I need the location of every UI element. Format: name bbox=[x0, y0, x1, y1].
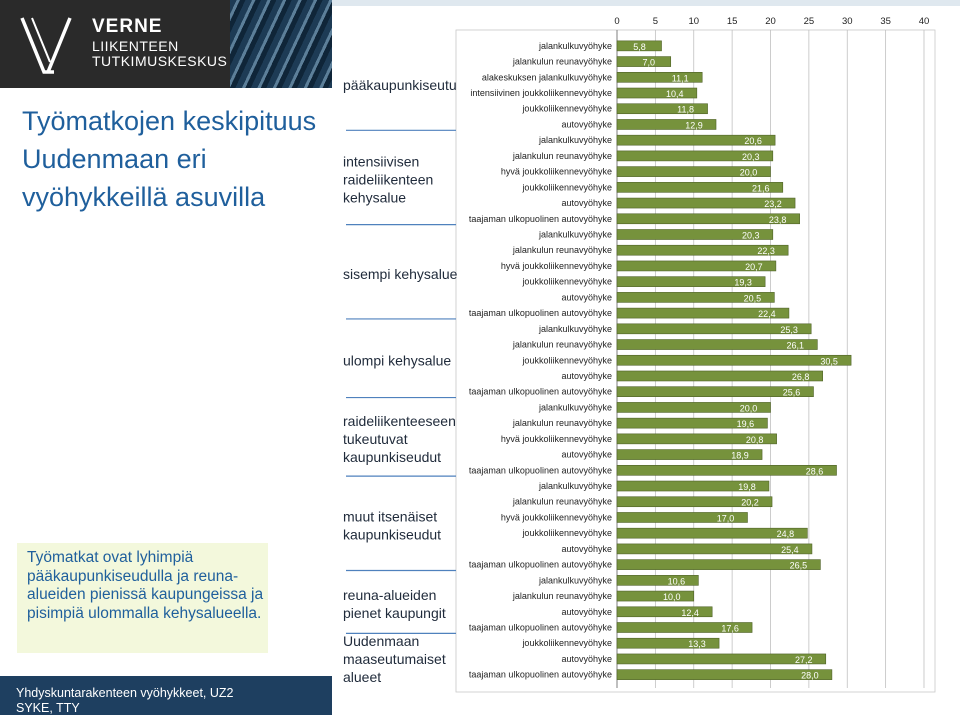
category-label: jalankulun reunavyöhyke bbox=[512, 496, 612, 507]
data-label: 10,4 bbox=[666, 89, 684, 100]
data-label: 22,3 bbox=[757, 246, 775, 257]
category-label: alakeskuksen jalankulkuvyöhyke bbox=[481, 72, 612, 83]
data-label: 20,2 bbox=[741, 497, 759, 508]
category-label: taajaman ulkopuolinen autovyöhyke bbox=[468, 622, 612, 633]
category-label: intensiivinen joukkoliikennevyöhyke bbox=[470, 88, 612, 99]
data-label: 28,0 bbox=[801, 670, 819, 681]
category-label: joukkoliikennevyöhyke bbox=[522, 528, 612, 539]
data-label: 25,3 bbox=[780, 324, 798, 335]
bar bbox=[617, 670, 832, 680]
footer bbox=[0, 676, 332, 715]
bar bbox=[617, 575, 698, 585]
x-tick-label: 20 bbox=[765, 16, 776, 27]
category-label: autovyöhyke bbox=[561, 198, 612, 209]
category-label: jalankulun reunavyöhyke bbox=[512, 418, 612, 429]
data-label: 18,9 bbox=[731, 450, 749, 461]
category-label: hyvä joukkoliikennevyöhyke bbox=[500, 433, 612, 444]
header-image bbox=[230, 0, 332, 88]
category-label: joukkoliikennevyöhyke bbox=[522, 276, 612, 287]
data-label: 26,5 bbox=[789, 560, 808, 571]
data-label: 13,3 bbox=[688, 639, 706, 650]
x-tick-label: 40 bbox=[918, 16, 930, 27]
group-label: raideliikenteeseen tukeutuvat kaupunkiseudut bbox=[343, 412, 456, 465]
category-label: autovyöhyke bbox=[561, 119, 612, 130]
data-label: 21,6 bbox=[752, 183, 770, 194]
data-label: 19,6 bbox=[736, 419, 755, 430]
verne-logo-icon bbox=[18, 14, 78, 76]
category-label: jalankulkuvyöhyke bbox=[538, 323, 612, 334]
data-label: 20,3 bbox=[742, 151, 760, 162]
group-label: reuna-alueiden pienet kaupungit bbox=[343, 586, 446, 621]
data-label: 20,7 bbox=[745, 261, 763, 272]
group-label: Uudenmaan maaseutumaiset alueet bbox=[343, 632, 446, 685]
logo-line2: TUTKIMUSKESKUS bbox=[92, 53, 228, 69]
bar bbox=[617, 465, 837, 475]
group-label: muut itsenäiset kaupunkiseudut bbox=[343, 508, 442, 543]
category-label: jalankulun reunavyöhyke bbox=[512, 591, 612, 602]
bar bbox=[617, 72, 702, 82]
x-tick-label: 15 bbox=[726, 16, 738, 27]
category-label: hyvä joukkoliikennevyöhyke bbox=[500, 260, 612, 271]
category-label: jalankulun reunavyöhyke bbox=[512, 150, 612, 161]
data-label: 20,6 bbox=[744, 136, 762, 147]
category-label: jalankulkuvyöhyke bbox=[538, 135, 612, 146]
data-label: 23,8 bbox=[768, 214, 787, 225]
note-text: Työmatkat ovat lyhimpiä pääkaupunkiseudulla ja reuna-alueiden pienissä kaupungeissa ja pisimpiä ulommalla kehysalueella. bbox=[27, 549, 264, 622]
left-panel bbox=[0, 0, 332, 715]
bar bbox=[617, 591, 694, 601]
x-tick-label: 30 bbox=[841, 16, 853, 27]
category-label: jalankulkuvyöhyke bbox=[538, 575, 612, 586]
bar bbox=[617, 88, 697, 98]
data-label: 22,4 bbox=[758, 309, 776, 320]
category-label: joukkoliikennevyöhyke bbox=[522, 182, 612, 193]
data-label: 25,6 bbox=[782, 387, 801, 398]
category-label: taajaman ulkopuolinen autovyöhyke bbox=[468, 308, 612, 319]
data-label: 12,4 bbox=[681, 607, 699, 618]
category-label: autovyöhyke bbox=[561, 292, 612, 303]
data-label: 20,5 bbox=[743, 293, 762, 304]
data-label: 11,1 bbox=[671, 73, 689, 84]
x-tick-label: 0 bbox=[614, 16, 620, 27]
data-label: 17,0 bbox=[716, 513, 735, 524]
category-label: joukkoliikennevyöhyke bbox=[522, 355, 612, 366]
category-label: hyvä joukkoliikennevyöhyke bbox=[500, 166, 612, 177]
data-label: 10,0 bbox=[662, 592, 681, 603]
group-label: sisempi kehysalue bbox=[343, 265, 458, 282]
data-label: 20,0 bbox=[739, 403, 758, 414]
group-label: intensiivisen raideliikenteen kehysalue bbox=[343, 153, 434, 206]
category-label: hyvä joukkoliikennevyöhyke bbox=[500, 512, 612, 523]
data-label: 11,8 bbox=[677, 104, 694, 115]
data-label: 27,2 bbox=[794, 654, 813, 665]
category-label: taajaman ulkopuolinen autovyöhyke bbox=[468, 213, 612, 224]
category-label: autovyöhyke bbox=[561, 543, 612, 554]
data-label: 19,3 bbox=[734, 277, 752, 288]
data-label: 5,8 bbox=[633, 41, 646, 52]
category-label: joukkoliikennevyöhyke bbox=[522, 638, 612, 649]
category-label: jalankulkuvyöhyke bbox=[538, 229, 612, 240]
category-label: autovyöhyke bbox=[561, 606, 612, 617]
footer-line2: SYKE, TTY bbox=[16, 701, 80, 715]
category-label: jalankulkuvyöhyke bbox=[538, 402, 612, 413]
bar-chart bbox=[332, 0, 960, 715]
data-label: 23,2 bbox=[764, 199, 782, 210]
data-label: 17,6 bbox=[721, 623, 739, 634]
category-label: taajaman ulkopuolinen autovyöhyke bbox=[468, 386, 612, 397]
data-label: 24,8 bbox=[776, 529, 795, 540]
x-tick-label: 25 bbox=[803, 16, 815, 27]
logo-bar bbox=[0, 0, 332, 88]
category-label: autovyöhyke bbox=[561, 653, 612, 664]
data-label: 10,6 bbox=[667, 576, 686, 587]
data-label: 28,6 bbox=[805, 466, 824, 477]
category-label: jalankulun reunavyöhyke bbox=[512, 245, 612, 256]
category-label: jalankulun reunavyöhyke bbox=[512, 339, 612, 350]
data-label: 20,8 bbox=[745, 434, 764, 445]
data-label: 12,9 bbox=[685, 120, 703, 131]
data-label: 19,8 bbox=[738, 482, 756, 493]
data-label: 26,8 bbox=[791, 371, 810, 382]
data-label: 20,3 bbox=[742, 230, 760, 241]
footer-text bbox=[16, 686, 233, 716]
category-label: taajaman ulkopuolinen autovyöhyke bbox=[468, 465, 612, 476]
bar bbox=[617, 355, 851, 365]
x-tick-label: 35 bbox=[880, 16, 891, 27]
category-label: jalankulkuvyöhyke bbox=[538, 481, 612, 492]
category-label: autovyöhyke bbox=[561, 449, 612, 460]
page-title: Työmatkojen keskipituus Uudenmaan eri vyöhykkeillä asuvilla bbox=[22, 106, 317, 212]
x-tick-label: 5 bbox=[652, 16, 659, 27]
x-tick-label: 10 bbox=[688, 16, 700, 27]
data-label: 30,5 bbox=[820, 356, 838, 367]
category-label: jalankulun reunavyöhyke bbox=[512, 56, 612, 67]
logo-name: VERNE bbox=[92, 16, 163, 37]
data-label: 20,0 bbox=[739, 167, 758, 178]
data-label: 7,0 bbox=[642, 57, 655, 68]
data-label: 25,4 bbox=[781, 544, 799, 555]
category-label: joukkoliikennevyöhyke bbox=[522, 103, 612, 114]
footer-line1: Yhdyskuntarakenteen vyöhykkeet, UZ2 bbox=[16, 686, 234, 700]
category-label: autovyöhyke bbox=[561, 370, 612, 381]
category-label: taajaman ulkopuolinen autovyöhyke bbox=[468, 669, 612, 680]
data-label: 26,1 bbox=[786, 340, 805, 351]
logo-line1: LIIKENTEEN bbox=[92, 38, 179, 54]
group-label: pääkaupunkiseutu bbox=[343, 77, 457, 94]
category-label: jalankulkuvyöhyke bbox=[538, 40, 612, 51]
category-label: taajaman ulkopuolinen autovyöhyke bbox=[468, 559, 612, 570]
note-box bbox=[17, 543, 268, 653]
group-label: ulompi kehysalue bbox=[343, 352, 452, 369]
